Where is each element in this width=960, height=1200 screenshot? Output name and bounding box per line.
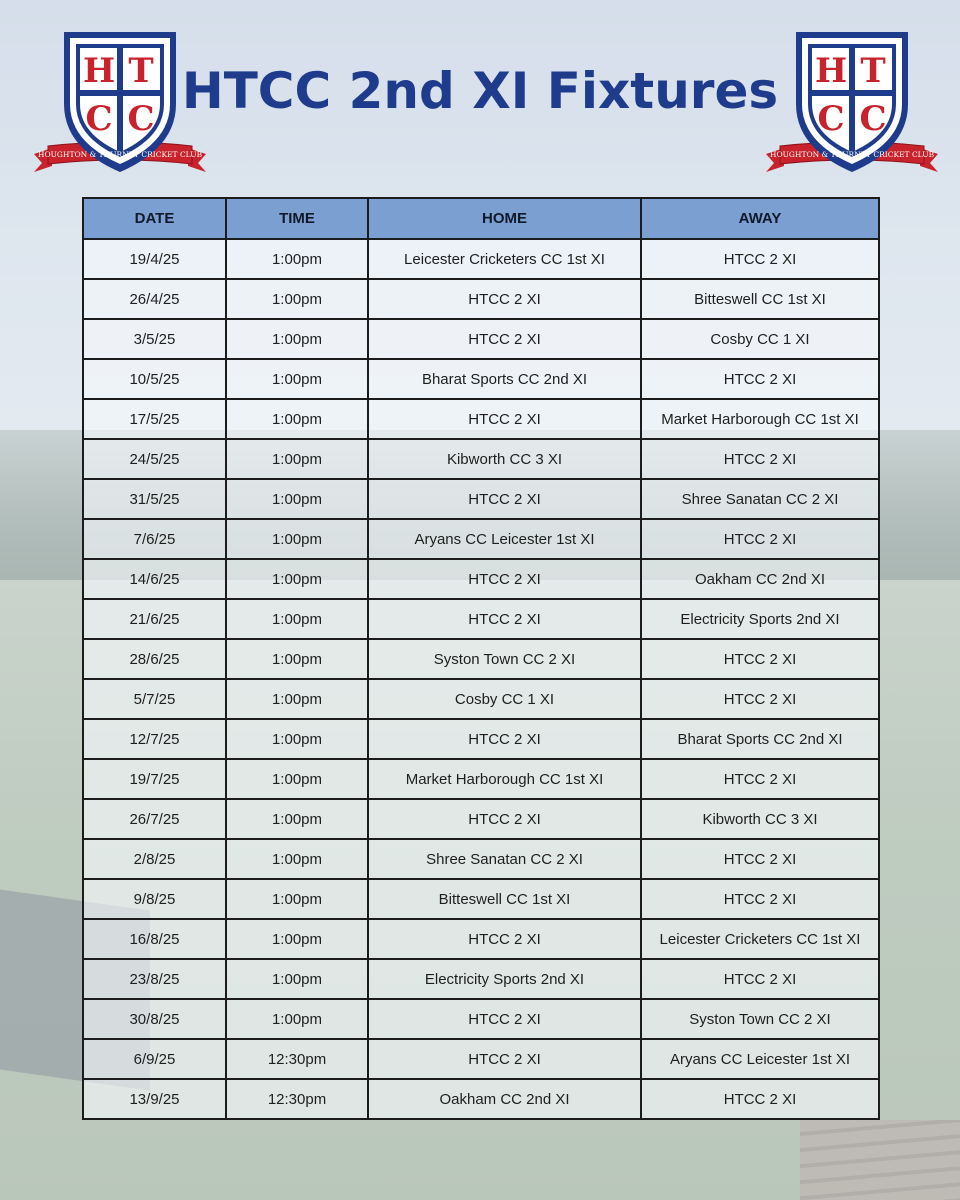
cell-time: 12:30pm (226, 1079, 368, 1119)
cell-home: HTCC 2 XI (368, 319, 641, 359)
cell-time: 1:00pm (226, 519, 368, 559)
cell-date: 12/7/25 (83, 719, 226, 759)
table-row (83, 999, 879, 1039)
table-row (83, 919, 879, 959)
cell-time: 1:00pm (226, 719, 368, 759)
cell-home: Aryans CC Leicester 1st XI (368, 519, 641, 559)
table-row (83, 759, 879, 799)
cell-time: 1:00pm (226, 919, 368, 959)
cell-date: 6/9/25 (83, 1039, 226, 1079)
cell-time: 1:00pm (226, 959, 368, 999)
cell-home: HTCC 2 XI (368, 599, 641, 639)
cell-home: Shree Sanatan CC 2 XI (368, 839, 641, 879)
cell-home: Leicester Cricketers CC 1st XI (368, 239, 641, 279)
table-row (83, 679, 879, 719)
table-row (83, 439, 879, 479)
cell-date: 7/6/25 (83, 519, 226, 559)
cell-time: 1:00pm (226, 999, 368, 1039)
table-row (83, 839, 879, 879)
cell-away: HTCC 2 XI (641, 239, 879, 279)
cell-date: 3/5/25 (83, 319, 226, 359)
page-title: HTCC 2nd XI Fixtures (181, 62, 779, 120)
cell-date: 16/8/25 (83, 919, 226, 959)
cell-home: Electricity Sports 2nd XI (368, 959, 641, 999)
cell-time: 1:00pm (226, 559, 368, 599)
cell-home: HTCC 2 XI (368, 919, 641, 959)
cell-date: 26/4/25 (83, 279, 226, 319)
crest-letter: C (127, 99, 155, 139)
cell-home: HTCC 2 XI (368, 279, 641, 319)
cell-away: HTCC 2 XI (641, 679, 879, 719)
table-row (83, 479, 879, 519)
cell-home: HTCC 2 XI (368, 799, 641, 839)
cell-away: Aryans CC Leicester 1st XI (641, 1039, 879, 1079)
cell-date: 26/7/25 (83, 799, 226, 839)
cell-away: Oakham CC 2nd XI (641, 559, 879, 599)
cell-date: 19/4/25 (83, 239, 226, 279)
cell-date: 23/8/25 (83, 959, 226, 999)
cell-away: HTCC 2 XI (641, 359, 879, 399)
cell-time: 1:00pm (226, 599, 368, 639)
cell-time: 1:00pm (226, 359, 368, 399)
cell-time: 1:00pm (226, 319, 368, 359)
cell-date: 10/5/25 (83, 359, 226, 399)
cell-time: 1:00pm (226, 439, 368, 479)
cell-time: 1:00pm (226, 879, 368, 919)
table-row (83, 639, 879, 679)
cell-time: 1:00pm (226, 239, 368, 279)
cell-away: HTCC 2 XI (641, 839, 879, 879)
fixtures-table-container (82, 197, 878, 1120)
table-row (83, 519, 879, 559)
crest-letter: C (859, 99, 887, 139)
cell-time: 1:00pm (226, 479, 368, 519)
cell-away: Syston Town CC 2 XI (641, 999, 879, 1039)
cell-date: 9/8/25 (83, 879, 226, 919)
cell-away: HTCC 2 XI (641, 879, 879, 919)
column-header-away: AWAY (641, 198, 879, 239)
table-row (83, 959, 879, 999)
cell-home: HTCC 2 XI (368, 999, 641, 1039)
cell-away: HTCC 2 XI (641, 1079, 879, 1119)
table-header-row (83, 198, 879, 239)
cell-time: 1:00pm (226, 759, 368, 799)
crest-letter: C (85, 99, 113, 139)
table-row (83, 719, 879, 759)
table-row (83, 319, 879, 359)
cell-away: Kibworth CC 3 XI (641, 799, 879, 839)
fixtures-body (83, 239, 879, 1119)
cell-home: HTCC 2 XI (368, 1039, 641, 1079)
cell-date: 14/6/25 (83, 559, 226, 599)
cell-time: 1:00pm (226, 279, 368, 319)
cell-away: Market Harborough CC 1st XI (641, 399, 879, 439)
crest-letter: T (860, 51, 886, 91)
crest-letter: H (82, 51, 116, 91)
cell-away: HTCC 2 XI (641, 519, 879, 559)
cell-date: 2/8/25 (83, 839, 226, 879)
cell-away: Cosby CC 1 XI (641, 319, 879, 359)
column-header-home: HOME (368, 198, 641, 239)
cell-date: 30/8/25 (83, 999, 226, 1039)
cell-home: HTCC 2 XI (368, 399, 641, 439)
table-row (83, 559, 879, 599)
crest-banner-text: HOUGHTON & THURNBY CRICKET CLUB (37, 150, 203, 159)
cell-time: 1:00pm (226, 639, 368, 679)
cell-date: 28/6/25 (83, 639, 226, 679)
cell-home: HTCC 2 XI (368, 719, 641, 759)
crest-letter: H (814, 51, 848, 91)
cell-time: 12:30pm (226, 1039, 368, 1079)
cell-time: 1:00pm (226, 679, 368, 719)
cell-away: HTCC 2 XI (641, 639, 879, 679)
cell-home: Oakham CC 2nd XI (368, 1079, 641, 1119)
cell-date: 17/5/25 (83, 399, 226, 439)
cell-date: 5/7/25 (83, 679, 226, 719)
fixtures-table (82, 197, 880, 1120)
cell-away: Bitteswell CC 1st XI (641, 279, 879, 319)
cell-away: HTCC 2 XI (641, 759, 879, 799)
cell-home: Market Harborough CC 1st XI (368, 759, 641, 799)
cell-home: Bitteswell CC 1st XI (368, 879, 641, 919)
table-row (83, 599, 879, 639)
cell-home: Cosby CC 1 XI (368, 679, 641, 719)
cell-time: 1:00pm (226, 799, 368, 839)
crest-banner-text: HOUGHTON & THURNBY CRICKET CLUB (769, 150, 935, 159)
cell-time: 1:00pm (226, 399, 368, 439)
cell-date: 24/5/25 (83, 439, 226, 479)
table-row (83, 359, 879, 399)
cell-time: 1:00pm (226, 839, 368, 879)
table-row (83, 399, 879, 439)
cell-date: 21/6/25 (83, 599, 226, 639)
crest-letter: T (128, 51, 154, 91)
cell-home: Kibworth CC 3 XI (368, 439, 641, 479)
cell-away: Bharat Sports CC 2nd XI (641, 719, 879, 759)
table-row (83, 279, 879, 319)
cell-date: 19/7/25 (83, 759, 226, 799)
cell-away: HTCC 2 XI (641, 439, 879, 479)
cell-home: HTCC 2 XI (368, 559, 641, 599)
cell-away: Leicester Cricketers CC 1st XI (641, 919, 879, 959)
cell-home: Bharat Sports CC 2nd XI (368, 359, 641, 399)
cell-away: HTCC 2 XI (641, 959, 879, 999)
crest-letter: C (817, 99, 845, 139)
table-row (83, 1039, 879, 1079)
cell-away: Electricity Sports 2nd XI (641, 599, 879, 639)
cell-home: HTCC 2 XI (368, 479, 641, 519)
cell-date: 13/9/25 (83, 1079, 226, 1119)
table-row (83, 879, 879, 919)
table-row (83, 239, 879, 279)
table-row (83, 1079, 879, 1119)
column-header-date: DATE (83, 198, 226, 239)
cell-away: Shree Sanatan CC 2 XI (641, 479, 879, 519)
column-header-time: TIME (226, 198, 368, 239)
cell-home: Syston Town CC 2 XI (368, 639, 641, 679)
table-row (83, 799, 879, 839)
cell-date: 31/5/25 (83, 479, 226, 519)
